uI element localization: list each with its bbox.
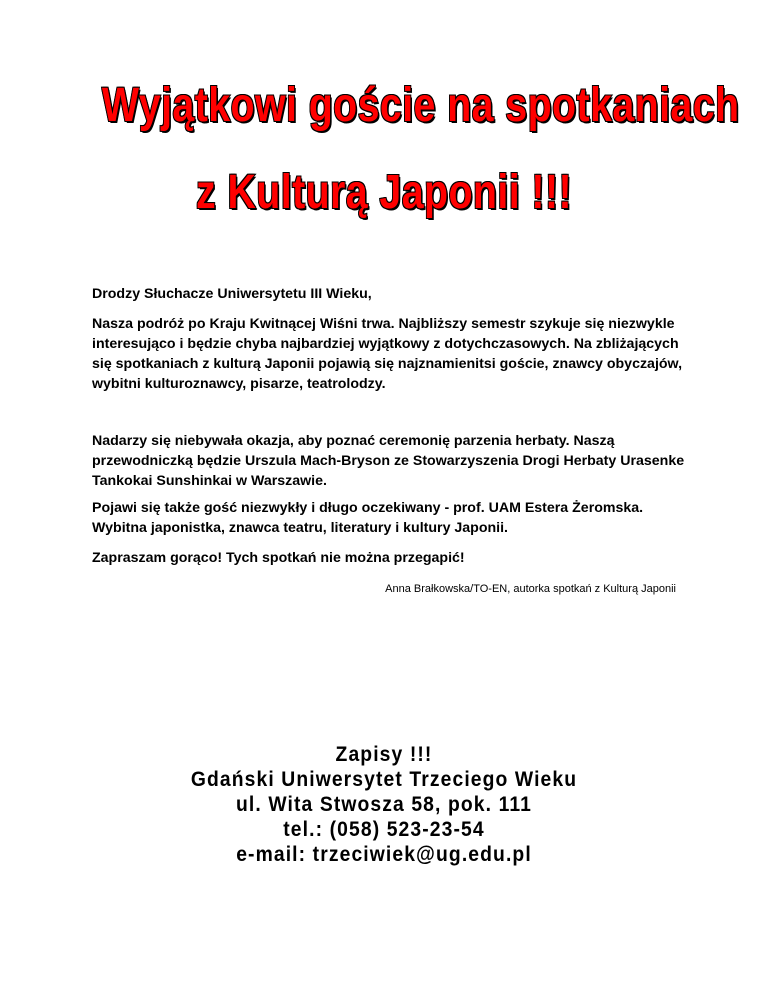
headline-line-1: Wyjątkowi goście na spotkaniach [101, 79, 740, 132]
contact-registration: Zapisy !!! [335, 743, 433, 766]
contact-address: ul. Wita Stwosza 58, pok. 111 [236, 793, 532, 816]
contact-email: e-mail: trzeciwiek@ug.edu.pl [236, 843, 532, 866]
closing-line: Zapraszam gorąco! Tych spotkań nie można przegapić! [92, 550, 465, 566]
paragraph-tea-ceremony: Nadarzy się niebywała okazja, aby poznać ceremonię parzenia herbaty. Naszą przewodniczką będzie Urszula Mach-Bryson ze Stowarzyszenia Drogi Herbaty Urasenke Tankokai Sunshinkai w Warszawie. [92, 433, 685, 489]
contact-phone: tel.: (058) 523-23-54 [283, 818, 485, 841]
greeting: Drodzy Słuchacze Uniwersytetu III Wieku, [92, 286, 372, 302]
contact-block [0, 742, 768, 867]
signature: Anna Brałkowska/TO-EN, autorka spotkań z Kulturą Japonii [385, 583, 676, 595]
contact-organization: Gdański Uniwersytet Trzeciego Wieku [190, 768, 578, 791]
paragraph-journey: Nasza podróż po Kraju Kwitnącej Wiśni trwa. Najbliższy semestr szykuje się niezwykle interesująco i będzie chyba najbardziej wyjątkowy z dotychczasowych. Na zbliżających się spotkaniach z kulturą Japonii pojawią się najznamienitsi goście, znawcy obyczajów, wybitni kulturoznawcy, pisarze, teatrolodzy. [92, 316, 683, 392]
paragraph-guest: Pojawi się także gość niezwykły i długo oczekiwany - prof. UAM Estera Żeromska. Wybitna japonistka, znawca teatru, literatury i kultury Japonii. [92, 500, 644, 536]
headline-line-2: z Kulturą Japonii !!! [196, 166, 572, 219]
